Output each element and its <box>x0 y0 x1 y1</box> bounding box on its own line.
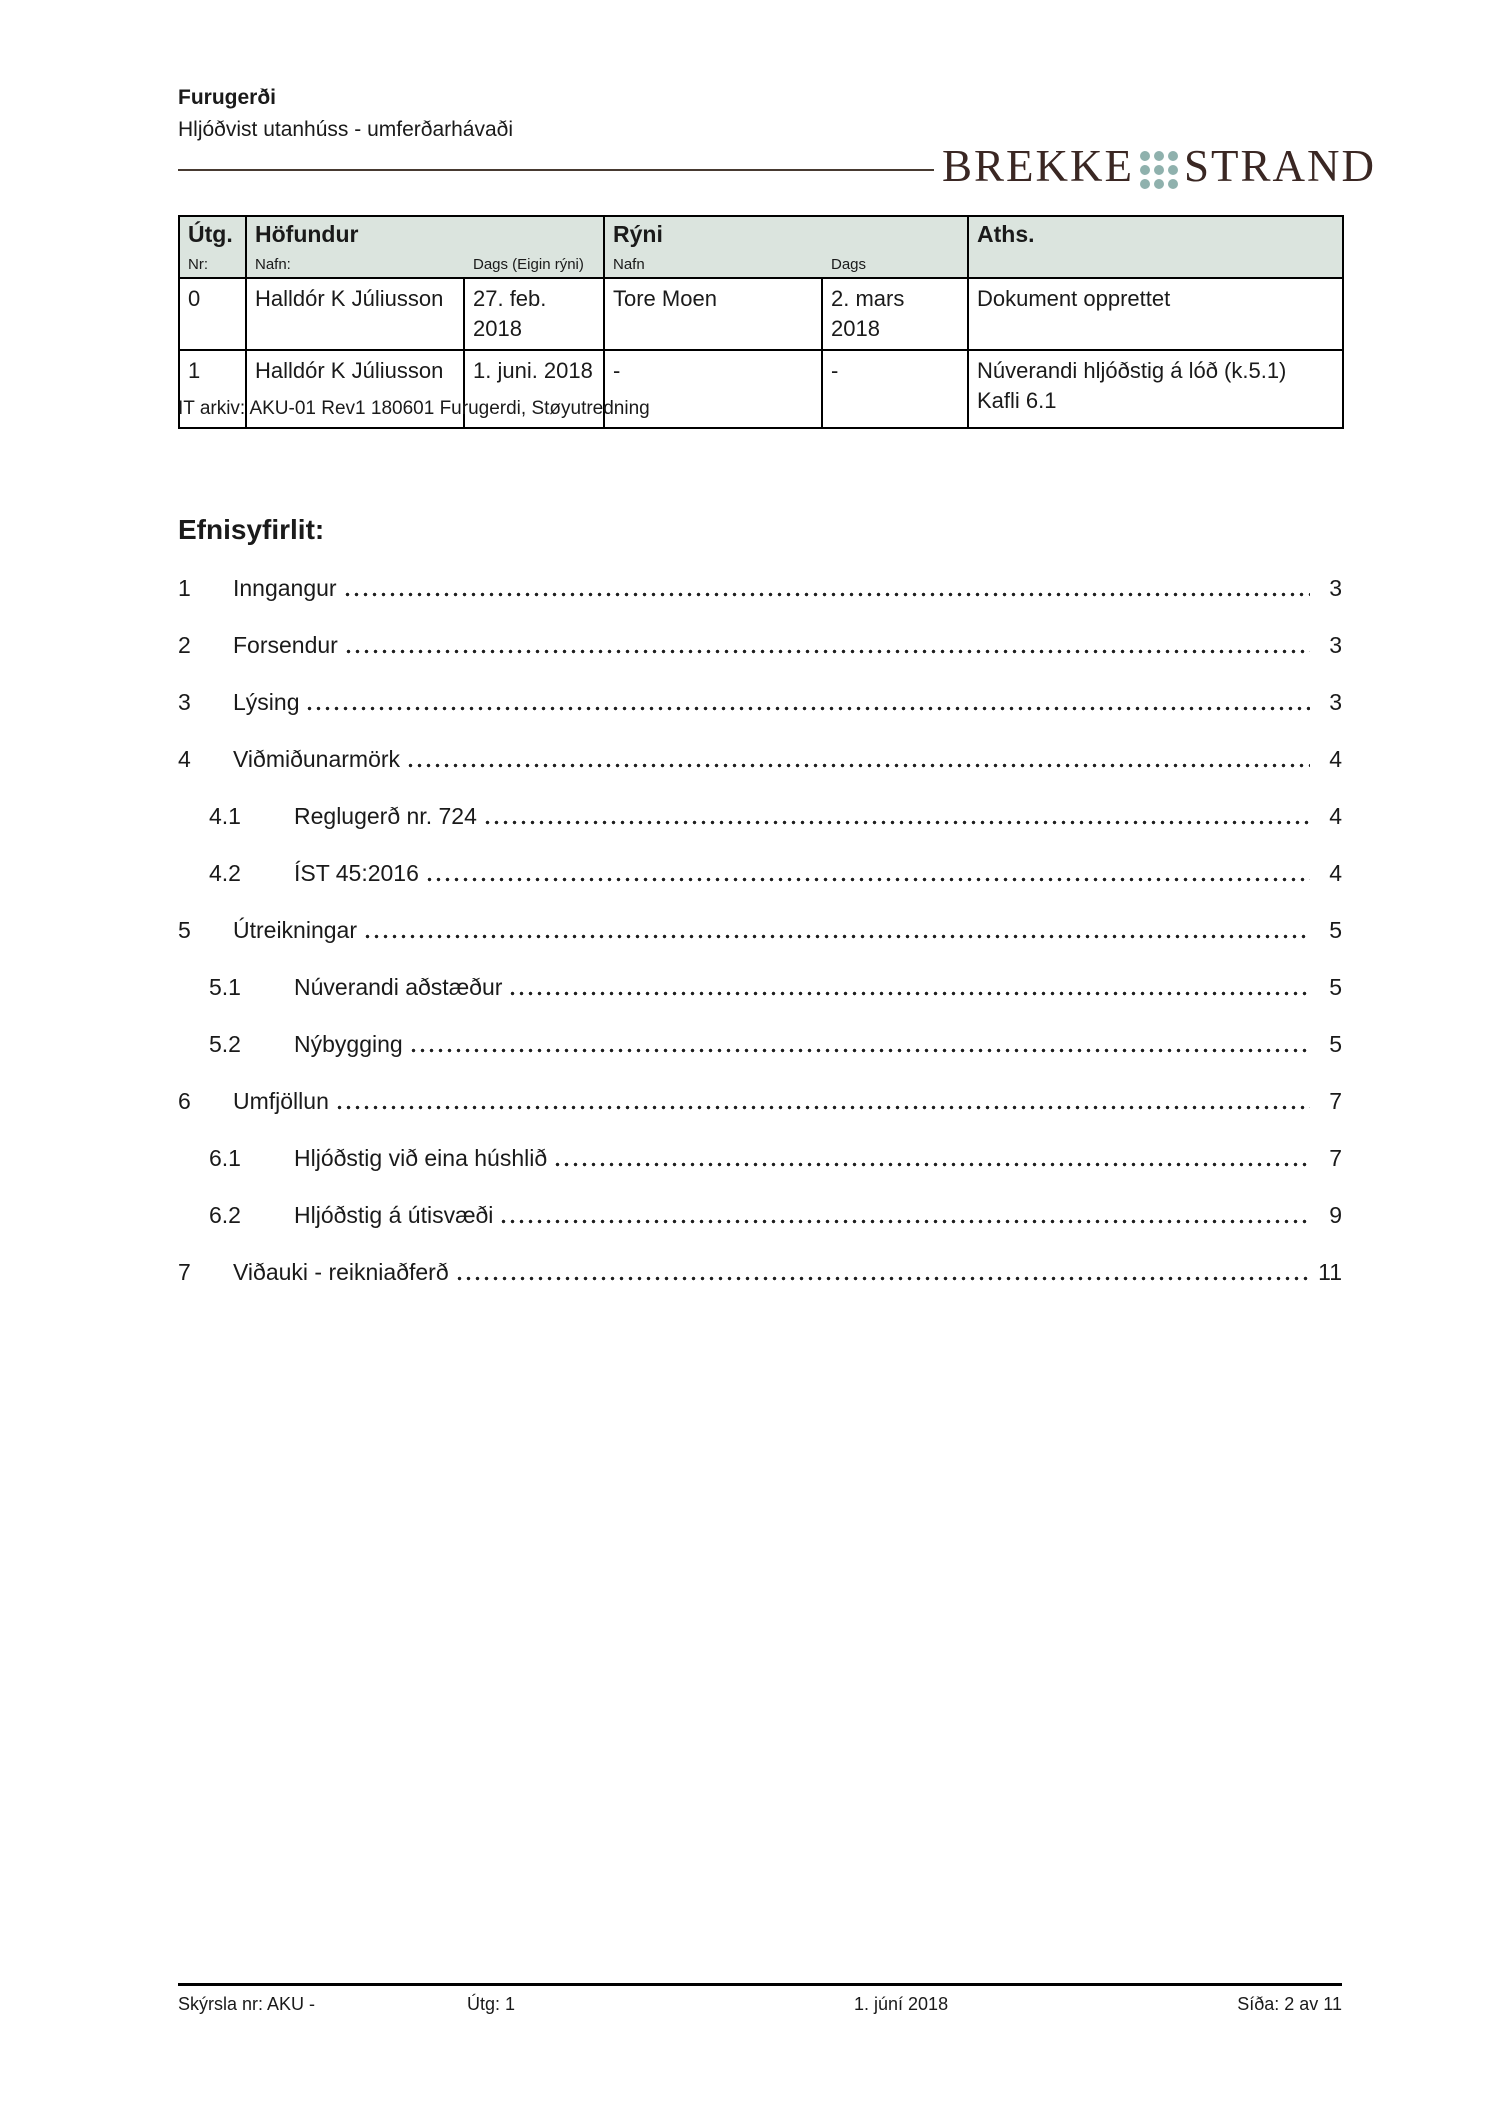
toc-item-label: Viðmiðunarmörk <box>233 746 401 772</box>
footer-date: 1. júní 2018 <box>854 1994 949 2014</box>
toc-list <box>178 576 1342 1317</box>
toc-item-label: Hljóðstig á útisvæði <box>294 1202 494 1228</box>
toc-dotted-leader <box>365 934 1310 939</box>
toc-item-page: 3 <box>1329 575 1342 601</box>
toc-item-label: Inngangur <box>233 575 337 601</box>
header-utg-sublabel: Nr: <box>188 256 208 273</box>
toc-item[interactable] <box>178 576 1342 600</box>
cell-review-name: Tore Moen <box>604 278 822 350</box>
page-footer <box>178 1994 1342 2018</box>
toc-dotted-leader <box>457 1276 1310 1281</box>
logo-word-left: BREKKE <box>942 141 1134 191</box>
toc-dotted-leader <box>345 592 1310 597</box>
toc-item-label: Forsendur <box>233 632 338 658</box>
toc-item-number: 3 <box>178 689 191 715</box>
toc-item-page: 4 <box>1329 746 1342 772</box>
toc-item[interactable] <box>178 804 1342 828</box>
cell-review-date: 2. mars 2018 <box>822 278 968 350</box>
footer-page-info: Síða: 2 av 11 <box>1237 1994 1342 2014</box>
toc-item-page: 4 <box>1329 860 1342 886</box>
toc-item-page: 11 <box>1318 1259 1342 1285</box>
toc-title: Efnisyfirlit: <box>178 514 325 545</box>
page-content <box>178 0 1377 2122</box>
cell-remarks <box>968 278 1343 350</box>
toc-item[interactable] <box>178 1089 1342 1113</box>
toc-item-label: Nýbygging <box>294 1031 403 1057</box>
header-divider <box>178 169 934 171</box>
header-ryni-dags-sublabel: Dags <box>831 256 867 273</box>
table-row <box>179 278 1343 350</box>
cell-nr: 0 <box>179 278 246 350</box>
remarks-line: Núverandi hljóðstig á lóð (k.5.1) <box>977 358 1287 383</box>
project-title: Furugerði <box>178 86 276 109</box>
toc-dotted-leader <box>408 763 1310 768</box>
header-ryni-label: Rýni <box>613 221 663 247</box>
toc-dotted-leader <box>411 1048 1310 1053</box>
cell-author-date: 1. juni. 2018 <box>464 350 604 428</box>
header-cell-aths <box>968 216 1343 278</box>
toc-item-label: Hljóðstig við eina húshlið <box>294 1145 548 1171</box>
toc-item-label: Núverandi aðstæður <box>294 974 503 1000</box>
toc-item-label: Umfjöllun <box>233 1088 329 1114</box>
cell-nr: 1 <box>179 350 246 428</box>
logo-dots-icon <box>1140 151 1178 189</box>
revision-table <box>178 215 1344 429</box>
remarks-line: Dokument opprettet <box>977 286 1171 311</box>
toc-item-number: 4.2 <box>209 860 241 886</box>
toc-item-page: 9 <box>1329 1202 1342 1228</box>
toc-item-page: 3 <box>1329 632 1342 658</box>
toc-item-label: ÍST 45:2016 <box>294 860 419 886</box>
toc-item[interactable] <box>178 633 1342 657</box>
toc-item-label: Útreikningar <box>233 917 357 943</box>
footer-edition: Útg: 1 <box>467 1994 516 2014</box>
footer-report-number: Skýrsla nr: AKU - <box>178 1994 316 2014</box>
toc-item[interactable] <box>178 747 1342 771</box>
header-hofundur-label: Höfundur <box>255 221 359 247</box>
header-cell-hofundur <box>246 216 604 278</box>
toc-item-number: 5.2 <box>209 1031 241 1057</box>
toc-dotted-leader <box>337 1105 1310 1110</box>
toc-item[interactable] <box>178 1146 1342 1170</box>
toc-item-number: 1 <box>178 575 191 601</box>
toc-item-page: 3 <box>1329 689 1342 715</box>
header-cell-ryni <box>604 216 968 278</box>
toc-dotted-leader <box>307 706 1310 711</box>
toc-item[interactable] <box>178 918 1342 942</box>
toc-dotted-leader <box>485 820 1310 825</box>
toc-dotted-leader <box>427 877 1310 882</box>
toc-dotted-leader <box>346 649 1310 654</box>
header-hofundur-nafn-sublabel: Nafn: <box>255 256 291 273</box>
document-subtitle: Hljóðvist utanhúss - umferðarhávaði <box>178 118 513 141</box>
toc-dotted-leader <box>501 1219 1310 1224</box>
toc-item-number: 7 <box>178 1259 191 1285</box>
toc-item-label: Viðauki - reikniaðferð <box>233 1259 449 1285</box>
toc-item-number: 4.1 <box>209 803 241 829</box>
cell-author-name: Halldór K Júliusson <box>246 278 464 350</box>
toc-item-page: 4 <box>1329 803 1342 829</box>
toc-item-page: 7 <box>1329 1145 1342 1171</box>
cell-review-name: - <box>604 350 822 428</box>
toc-item-number: 6.1 <box>209 1145 241 1171</box>
toc-item[interactable] <box>178 1203 1342 1227</box>
header-aths-label: Aths. <box>977 221 1035 247</box>
toc-item-number: 6.2 <box>209 1202 241 1228</box>
remarks-line: Kafli 6.1 <box>977 388 1057 413</box>
toc-item-number: 5.1 <box>209 974 241 1000</box>
toc-item-number: 5 <box>178 917 191 943</box>
header-ryni-nafn-sublabel: Nafn <box>613 256 645 273</box>
toc-item[interactable] <box>178 1032 1342 1056</box>
header-hofundur-dags-sublabel: Dags (Eigin rýni) <box>473 256 584 273</box>
toc-item-number: 2 <box>178 632 191 658</box>
logo-word-right: STRAND <box>1184 141 1377 191</box>
archive-note: IT arkiv: AKU-01 Rev1 180601 Furugerdi, Støyutredning <box>178 398 650 419</box>
toc-item[interactable] <box>178 690 1342 714</box>
toc-dotted-leader <box>510 991 1310 996</box>
brekke-strand-logo <box>942 136 1377 196</box>
toc-item-page: 7 <box>1329 1088 1342 1114</box>
toc-item-page: 5 <box>1329 974 1342 1000</box>
toc-item-number: 6 <box>178 1088 191 1114</box>
header-cell-utg <box>179 216 246 278</box>
cell-review-date: - <box>822 350 968 428</box>
toc-item[interactable] <box>178 975 1342 999</box>
toc-item-label: Reglugerð nr. 724 <box>294 803 477 829</box>
toc-item-page: 5 <box>1329 917 1342 943</box>
toc-item-number: 4 <box>178 746 191 772</box>
cell-remarks <box>968 350 1343 428</box>
toc-dotted-leader <box>555 1162 1310 1167</box>
footer-divider <box>178 1983 1342 1986</box>
toc-item[interactable] <box>178 861 1342 885</box>
header-utg-label: Útg. <box>188 221 233 247</box>
toc-item-page: 5 <box>1329 1031 1342 1057</box>
revision-table-header-row <box>179 216 1343 278</box>
cell-author-date: 27. feb. 2018 <box>464 278 604 350</box>
cell-author-name: Halldór K Júliusson <box>246 350 464 428</box>
toc-item-label: Lýsing <box>233 689 300 715</box>
toc-item[interactable] <box>178 1260 1342 1284</box>
